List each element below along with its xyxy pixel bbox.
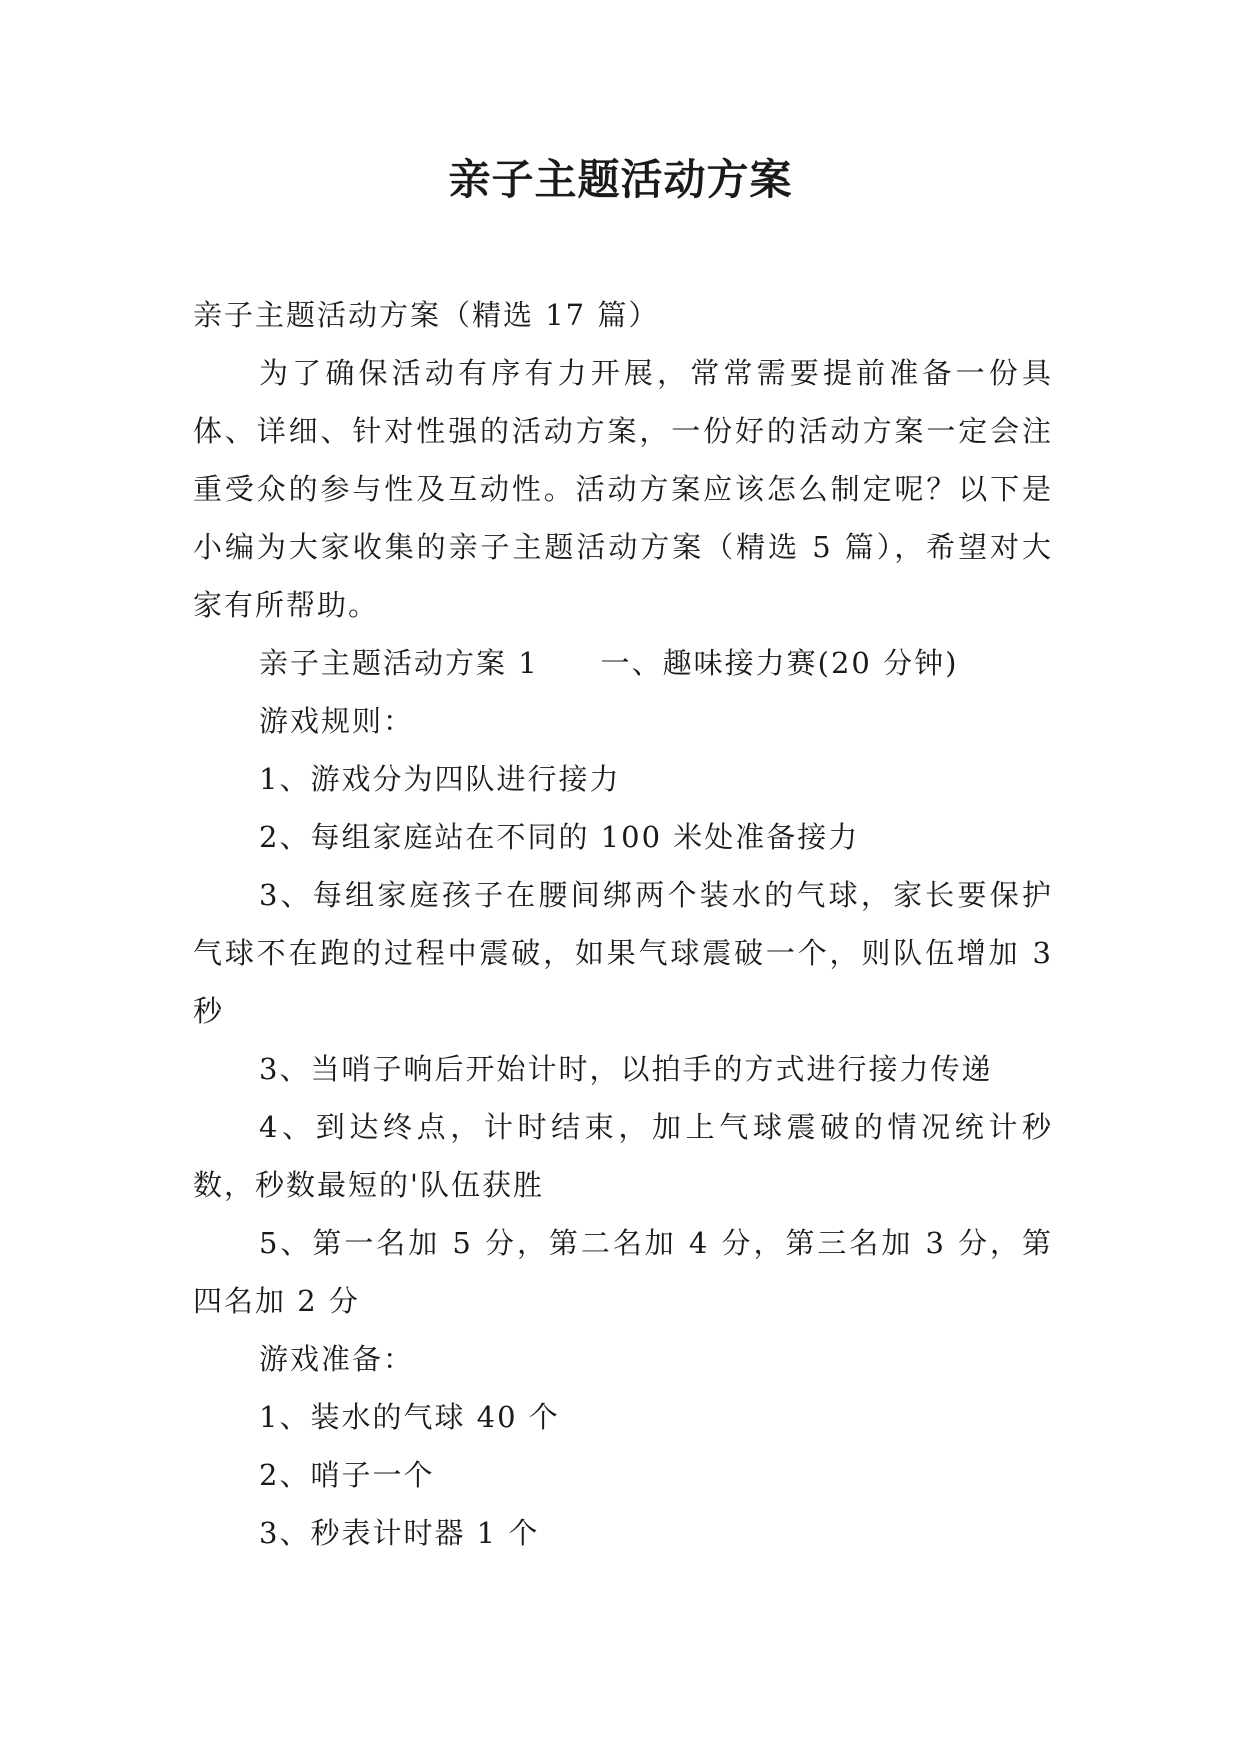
prep-heading: 游戏准备： xyxy=(259,1342,415,1376)
section-heading: 亲子主题活动方案 1 一、趣味接力赛(20 分钟) xyxy=(259,646,959,680)
prep-item: 1、装水的气球 40 个 xyxy=(259,1400,560,1434)
rules-heading: 游戏规则： xyxy=(259,704,415,738)
prep-item: 2、哨子一个 xyxy=(259,1458,435,1492)
subtitle-paragraph: 亲子主题活动方案（精选 17 篇） xyxy=(193,298,660,332)
rule-item: 5、第一名加 5 分，第二名加 4 分，第三名加 3 分，第四名加 2 分 xyxy=(193,1226,1053,1318)
rule-item: 1、游戏分为四队进行接力 xyxy=(259,762,621,796)
prep-item: 3、秒表计时器 1 个 xyxy=(259,1516,540,1550)
document-title: 亲子主题活动方案 xyxy=(448,155,793,204)
rule-item: 4、到达终点，计时结束，加上气球震破的情况统计秒数，秒数最短的'队伍获胜 xyxy=(193,1110,1053,1202)
rule-item: 3、每组家庭孩子在腰间绑两个装水的气球，家长要保护气球不在跑的过程中震破，如果气球震破一个，则队伍增加 3 秒 xyxy=(193,878,1065,1028)
rule-item: 2、每组家庭站在不同的 100 米处准备接力 xyxy=(259,820,860,854)
document-body xyxy=(193,286,1065,1562)
intro-paragraph: 为了确保活动有序有力开展，常常需要提前准备一份具体、详细、针对性强的活动方案，一份好的活动方案一定会注重受众的参与性及互动性。活动方案应该怎么制定呢？以下是小编为大家收集的亲子主题活动方案（精选 5 篇），希望对大家有所帮助。 xyxy=(193,356,1053,622)
rule-item: 3、当哨子响后开始计时，以拍手的方式进行接力传递 xyxy=(259,1052,993,1086)
